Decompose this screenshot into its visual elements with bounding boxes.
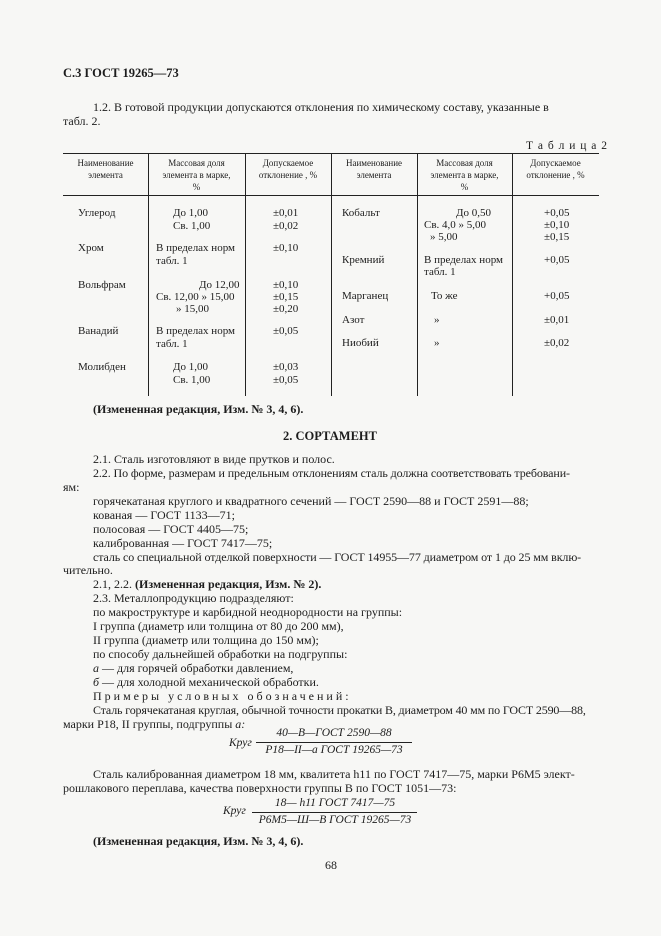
example-2-line-1: Сталь калиброванная диаметром 18 мм, квалитета h11 по ГОСТ 7417—75, марки Р6М5 элект-	[93, 767, 575, 781]
para-2-3: 2.3. Металлопродукцию подразделяют:	[93, 591, 294, 605]
list-item: сталь со специальной отделкой поверхности — ГОСТ 14955—77 диаметром от 1 до 25 мм вклю-	[93, 550, 582, 564]
header-mass-left: Массовая доля элемента в марке, %	[162, 158, 231, 192]
header-mass-right: Массовая доля элемента в марке, %	[430, 158, 499, 192]
header-name-left: Наименование элемента	[77, 158, 134, 180]
intro-line-2: табл. 2.	[63, 114, 101, 128]
list-item: полосовая — ГОСТ 4405—75;	[93, 522, 249, 536]
table-label: Т а б л и ц а 2	[526, 140, 609, 152]
subgroup-b: б — для холодной механической обработки.	[93, 675, 319, 689]
subgroup-a: а — для горячей обработки давлением,	[93, 661, 294, 675]
examples-title: Примеры условных обозначений:	[93, 689, 352, 703]
list-item: кованая — ГОСТ 1133—71;	[93, 508, 235, 522]
para-2-2-cont: ям:	[63, 480, 80, 494]
para-2-2: 2.2. По форме, размерам и предельным отклонениям сталь должна соответствовать требовани-	[93, 466, 570, 480]
group-line: по макроструктуре и карбидной неоднородности на группы:	[93, 605, 403, 619]
section-title: 2. СОРТАМЕНТ	[283, 429, 377, 443]
edit-note-1: (Измененная редакция, Изм. № 3, 4, 6).	[93, 402, 304, 416]
example-2-line-2: рошлакового переплава, качества поверхности группы В по ГОСТ 1051—73:	[63, 781, 457, 795]
list-item-cont: чительно.	[63, 563, 113, 577]
header-name-right: Наименование элемента	[345, 158, 403, 180]
example-1-line-1: Сталь горячекатаная круглая, обычной точности прокатки В, диаметром 40 мм по ГОСТ 2590—88,	[93, 703, 586, 717]
edit-note-3: (Измененная редакция, Изм. № 3, 4, 6).	[93, 834, 304, 848]
page-header: С.3 ГОСТ 19265—73	[63, 66, 179, 80]
header-dev-right: Допускаемое отклонение , %	[526, 158, 585, 180]
intro-line-1: 1.2. В готовой продукции допускаются отклонения по химическому составу, указанные в	[93, 100, 549, 114]
edit-note-2: 2.1, 2.2. (Измененная редакция, Изм. № 2).	[93, 577, 322, 591]
example-1-line-2: марки Р18, II группы, подгруппы а:	[63, 717, 246, 731]
header-dev-left: Допускаемое отклонение , %	[258, 158, 318, 180]
list-item: горячекатаная круглого и квадратного сечений — ГОСТ 2590—88 и ГОСТ 2591—88;	[93, 494, 529, 508]
group-line: по способу дальнейшей обработки на подгруппы:	[93, 647, 348, 661]
list-item: калиброванная — ГОСТ 7417—75;	[93, 536, 273, 550]
group-line: II группа (диаметр или толщина до 150 мм);	[93, 633, 319, 647]
para-2-1: 2.1. Сталь изготовляют в виде прутков и полос.	[93, 452, 335, 466]
group-line: I группа (диаметр или толщина от 80 до 200 мм),	[93, 619, 344, 633]
page-number: 68	[325, 858, 337, 872]
